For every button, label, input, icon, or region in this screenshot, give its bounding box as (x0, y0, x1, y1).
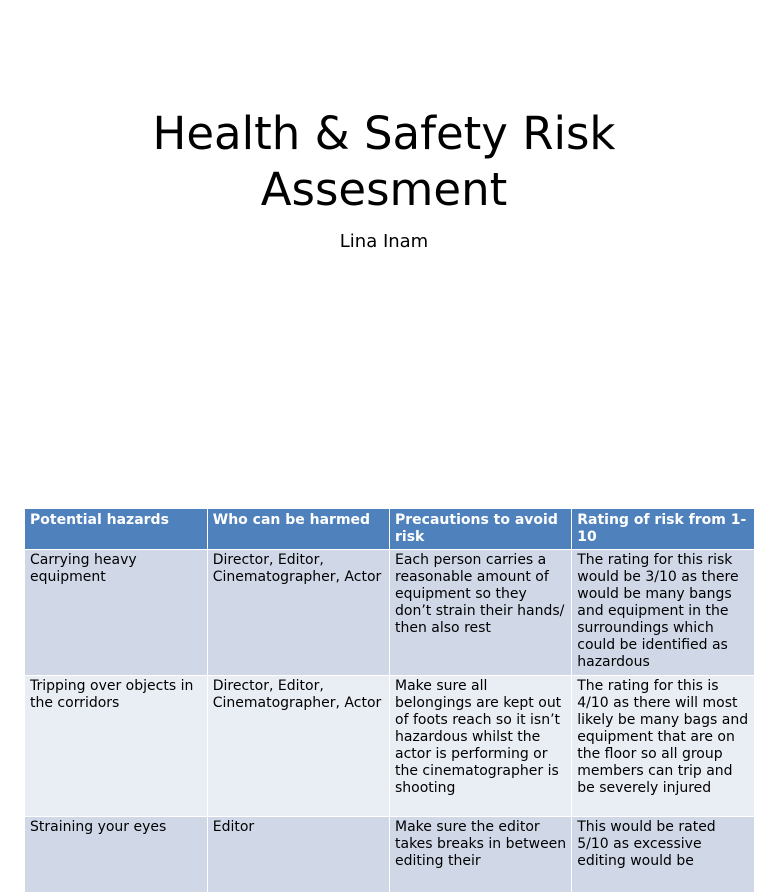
cell-who-harmed: Director, Editor, Cinematographer, Actor (207, 550, 389, 676)
cell-hazard: Carrying heavy equipment (25, 550, 207, 676)
cell-rating: The rating for this is 4/10 as there will most likely be many bags and equipment that are on the floor so all group members can trip and be severely injured (572, 676, 754, 817)
table-row (25, 817, 754, 892)
cell-precautions: Make sure the editor takes breaks in between editing their (390, 817, 572, 892)
header-risk-rating: Rating of risk from 1-10 (572, 509, 754, 550)
risk-assessment-table (25, 509, 754, 892)
table-header-row (25, 509, 754, 550)
slide-title-line-2: Assesment (0, 162, 768, 218)
author-subtitle: Lina Inam (0, 231, 768, 253)
cell-precautions: Each person carries a reasonable amount of equipment so they don’t strain their hands/ then also rest (390, 550, 572, 676)
cell-hazard: Tripping over objects in the corridors (25, 676, 207, 817)
table-row (25, 550, 754, 676)
cell-precautions: Make sure all belongings are kept out of foots reach so it isn’t hazardous whilst the actor is performing or the cinematographer is shooting (390, 676, 572, 817)
header-who-can-be-harmed: Who can be harmed (207, 509, 389, 550)
cell-rating: This would be rated 5/10 as excessive editing would be (572, 817, 754, 892)
header-potential-hazards: Potential hazards (25, 509, 207, 550)
table-row (25, 676, 754, 817)
cell-who-harmed: Director, Editor, Cinematographer, Actor (207, 676, 389, 817)
header-precautions: Precautions to avoid risk (390, 509, 572, 550)
risk-table-container (25, 509, 754, 892)
slide-title-line-1: Health & Safety Risk (0, 106, 768, 162)
cell-who-harmed: Editor (207, 817, 389, 892)
cell-rating: The rating for this risk would be 3/10 as there would be many bangs and equipment in the surroundings which could be identified as hazardous (572, 550, 754, 676)
slide-title (0, 106, 768, 218)
cell-hazard: Straining your eyes (25, 817, 207, 892)
